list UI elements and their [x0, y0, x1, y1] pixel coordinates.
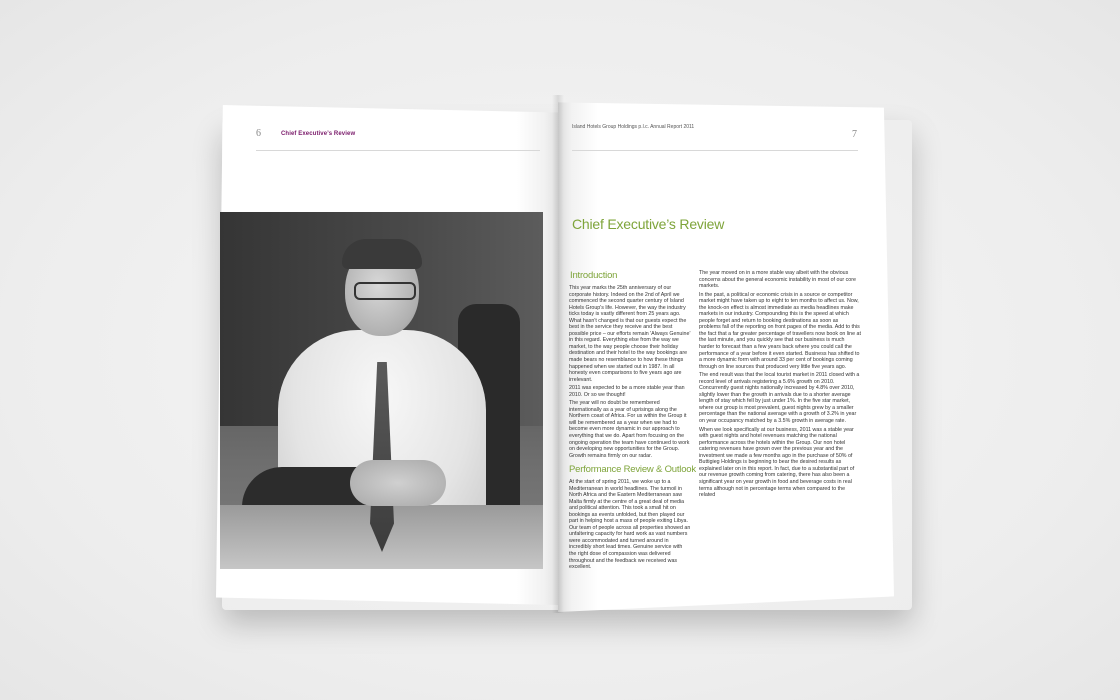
body-paragraph: The end result was that the local tourist market in 2011 closed with a record level of arrivals registering a 5.6% growth on 2010. Concurrently guest nights nationally increased by 4.8% over 2010, slightly lower than the growth in arrivals due to a shorter average length of stay which fell by just under 1%. In the five star market, where our group is most prevalent, guest nights grew by a smaller percentage than the national average with a growth of 3.2% in year on year occupancy matched by a 3.5% growth in average rate. — [699, 372, 860, 425]
right-page-number: 7 — [852, 129, 857, 140]
intro-heading: Introduction — [570, 270, 618, 281]
performance-column — [569, 479, 691, 573]
left-header-rule — [256, 150, 540, 151]
left-running-title: Chief Executive’s Review — [281, 131, 356, 137]
intro-paragraph: 2011 was expected to be a more stable year than 2010. Or so we thought! — [569, 385, 685, 398]
right-text-column — [699, 270, 861, 501]
body-paragraph: When we look specifically at our business, 2011 was a stable year with guest nights and hotel revenues matching the national performance across the hotels within the Group. Our non hotel catering revenues have grown over the previous year and the investment we made a few months ago in the purchase of 50% of Buttigieg Holdings is beginning to bear the desired results as explained later on in this report. In fact, due to a substantial part of our revenue growth coming from catering, there has also been a significant year on year growth in food and beverage costs in real terms although not in percentage terms when compared to the related — [699, 426, 855, 499]
body-paragraph: The year moved on in a more stable way albeit with the obvious concerns about the general economic instability in most of our core markets. — [699, 270, 856, 290]
performance-heading: Performance Review & Outlook — [569, 464, 696, 475]
body-paragraph: In the past, a political or economic crisis in a source or competitor market might have taken up to eight to ten months to affect us. Now, the knock-on effect is almost immediate as media headlines make markets in our industry. Compounding this is the speed at which people forget and return to booking destinations as soon as problems fall of the reporting on front pages of the media. Add to this the fact that a far greater percentage of travellers now book on line at the last minute, and you quickly see that our business is much harder to forecast than a few years back where you could call the performance of a year before it even started. Business has shifted to a more dynamic form with around 33 per cent of bookings coming through on line sources that produced very little five years ago. — [699, 291, 861, 370]
right-header-rule — [572, 150, 858, 151]
photo-hands — [350, 460, 446, 506]
intro-paragraph: The year will no doubt be remembered internationally as a year of uprisings along the Northern coast of Africa. For us within the Group it will be remembered as a year when we had to become even more dynamic in our approach to everything that we do. Apart from focusing on the ongoing operation the team have continued to work on developing new opportunities for the Group. Growth remains firmly on our radar. — [569, 400, 690, 459]
page-title: Chief Executive’s Review — [572, 216, 725, 232]
photo-hair — [342, 239, 422, 269]
performance-paragraph: At the start of spring 2011, we woke up to a Mediterranean in world headlines. The turmoil in North Africa and the Eastern Mediterranean saw Malta firmly at the centre of a great deal of media and political attention. This took a small hit on bookings as events unfolded, but then played our part in helping host a mass of people exiting Libya. Our team of people across all properties showed an unfaltering capacity for hard work as vast numbers were accommodated and turned around in incredibly short lead times. Genuine service with the right dose of compassion was delivered throughout and the feedback we received was excellent. — [569, 479, 691, 571]
intro-column — [569, 285, 691, 461]
portrait-photo — [220, 212, 543, 569]
photo-glasses — [354, 282, 416, 300]
book-spine — [552, 95, 564, 613]
intro-paragraph: This year marks the 25th anniversary of our corporate history. Indeed on the 2nd of April we commenced the second quarter century of Island Hotels Group's life. However, the way the industry ticks today is vastly different from 25 years ago. What hasn't changed is that our guests expect the best in the service they receive and the best possible price – our efforts remain 'Always Genuine' in this regard. Everything else from the way we market, to the way people choose their holiday destination and their hotel to the way bookings are made bears no resemblance to how these things happened when we started out in 1987. In all honesty even comparisons to five years ago are irrelevant. — [569, 285, 691, 383]
left-page-number: 6 — [256, 128, 261, 139]
right-running-header: Island Hotels Group Holdings p.l.c. Annual Report 2011 — [572, 124, 695, 130]
